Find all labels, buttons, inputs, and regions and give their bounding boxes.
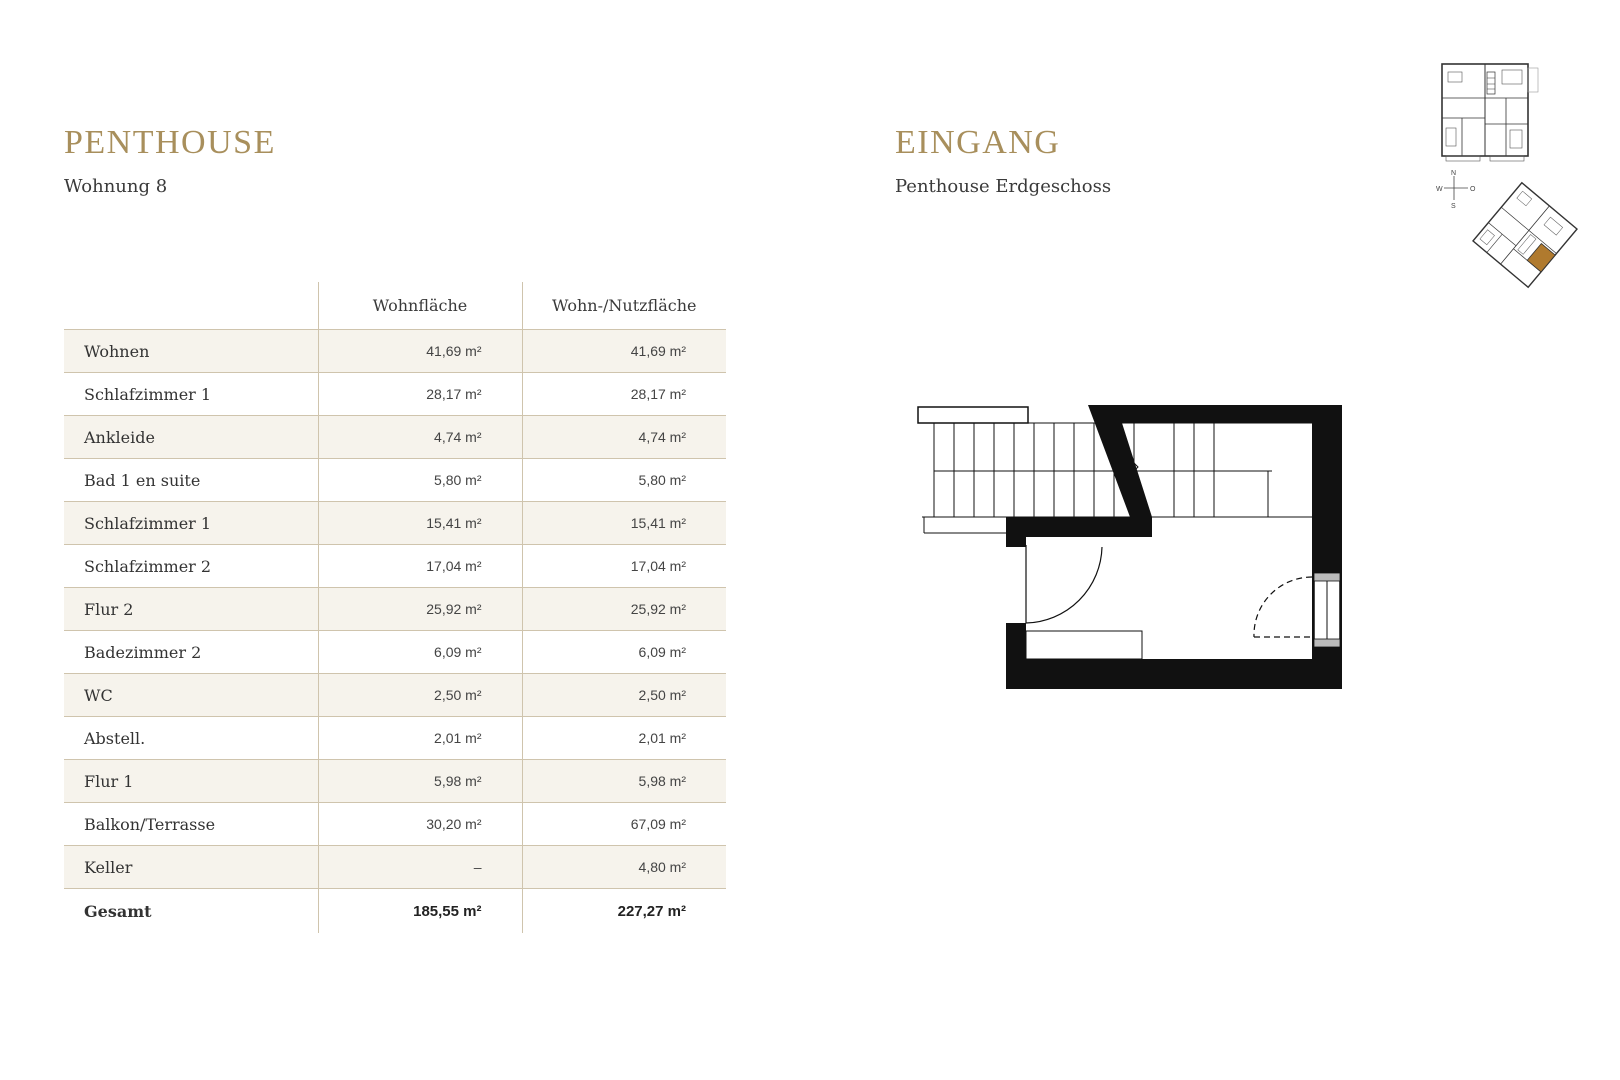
nutzflaeche-value: 67,09 m² bbox=[522, 803, 726, 846]
nutzflaeche-value: 6,09 m² bbox=[522, 631, 726, 674]
nutzflaeche-value: 4,74 m² bbox=[522, 416, 726, 459]
header-nutzflaeche: Wohn-/Nutzfläche bbox=[522, 282, 726, 330]
table-row bbox=[64, 631, 726, 674]
nutzflaeche-value: 17,04 m² bbox=[522, 545, 726, 588]
wohnflaeche-value: 28,17 m² bbox=[318, 373, 522, 416]
entrance-floorplan bbox=[912, 405, 1372, 705]
table-row bbox=[64, 502, 726, 545]
room-name: Ankleide bbox=[64, 416, 318, 459]
wohnflaeche-value: 2,50 m² bbox=[318, 674, 522, 717]
table-row bbox=[64, 674, 726, 717]
wohnflaeche-value: 2,01 m² bbox=[318, 717, 522, 760]
table-row bbox=[64, 760, 726, 803]
total-row bbox=[64, 889, 726, 934]
table-row bbox=[64, 803, 726, 846]
floorplan-title: EINGANG bbox=[895, 124, 1061, 161]
table-row bbox=[64, 846, 726, 889]
room-name: WC bbox=[64, 674, 318, 717]
table-row bbox=[64, 330, 726, 373]
compass-s: S bbox=[1451, 203, 1456, 210]
room-name: Balkon/Terrasse bbox=[64, 803, 318, 846]
wohnflaeche-value: 17,04 m² bbox=[318, 545, 522, 588]
page-title: PENTHOUSE bbox=[64, 124, 276, 161]
highlighted-entrance bbox=[1527, 244, 1555, 272]
nutzflaeche-value: 2,50 m² bbox=[522, 674, 726, 717]
wohnflaeche-value: 5,98 m² bbox=[318, 760, 522, 803]
header-room bbox=[64, 282, 318, 330]
nutzflaeche-value: 4,80 m² bbox=[522, 846, 726, 889]
wohnflaeche-value: 15,41 m² bbox=[318, 502, 522, 545]
nutzflaeche-value: 41,69 m² bbox=[522, 330, 726, 373]
room-name: Wohnen bbox=[64, 330, 318, 373]
room-name: Keller bbox=[64, 846, 318, 889]
area-table bbox=[64, 282, 726, 933]
rotated-building bbox=[1473, 183, 1577, 288]
keyplan-drawing bbox=[1440, 58, 1540, 162]
nutzflaeche-value: 5,80 m² bbox=[522, 459, 726, 502]
table-row bbox=[64, 545, 726, 588]
orientation-plan bbox=[1436, 170, 1580, 295]
nutzflaeche-value: 15,41 m² bbox=[522, 502, 726, 545]
room-name: Schlafzimmer 1 bbox=[64, 502, 318, 545]
compass-w: W bbox=[1436, 186, 1443, 193]
compass-rose bbox=[1436, 170, 1476, 210]
floorplan-subtitle: Penthouse Erdgeschoss bbox=[895, 176, 1112, 197]
nutzflaeche-value: 28,17 m² bbox=[522, 373, 726, 416]
table-row bbox=[64, 373, 726, 416]
header-wohnflaeche: Wohnfläche bbox=[318, 282, 522, 330]
wohnflaeche-value: – bbox=[318, 846, 522, 889]
total-nutzflaeche: 227,27 m² bbox=[522, 889, 726, 934]
compass-n: N bbox=[1451, 170, 1457, 177]
total-wohnflaeche: 185,55 m² bbox=[318, 889, 522, 934]
wohnflaeche-value: 5,80 m² bbox=[318, 459, 522, 502]
room-name: Bad 1 en suite bbox=[64, 459, 318, 502]
table-header-row bbox=[64, 282, 726, 330]
room-name: Abstell. bbox=[64, 717, 318, 760]
wohnflaeche-value: 4,74 m² bbox=[318, 416, 522, 459]
wohnflaeche-value: 30,20 m² bbox=[318, 803, 522, 846]
nutzflaeche-value: 25,92 m² bbox=[522, 588, 726, 631]
table-row bbox=[64, 588, 726, 631]
wohnflaeche-value: 41,69 m² bbox=[318, 330, 522, 373]
room-name: Schlafzimmer 2 bbox=[64, 545, 318, 588]
room-name: Flur 2 bbox=[64, 588, 318, 631]
room-name: Badezimmer 2 bbox=[64, 631, 318, 674]
table-row bbox=[64, 717, 726, 760]
nutzflaeche-value: 5,98 m² bbox=[522, 760, 726, 803]
total-label: Gesamt bbox=[84, 901, 152, 921]
wohnflaeche-value: 25,92 m² bbox=[318, 588, 522, 631]
nutzflaeche-value: 2,01 m² bbox=[522, 717, 726, 760]
table-row bbox=[64, 416, 726, 459]
wohnflaeche-value: 6,09 m² bbox=[318, 631, 522, 674]
room-name: Schlafzimmer 1 bbox=[64, 373, 318, 416]
page-subtitle: Wohnung 8 bbox=[64, 176, 168, 197]
table-row bbox=[64, 459, 726, 502]
room-name: Flur 1 bbox=[64, 760, 318, 803]
compass-o: O bbox=[1470, 186, 1476, 193]
